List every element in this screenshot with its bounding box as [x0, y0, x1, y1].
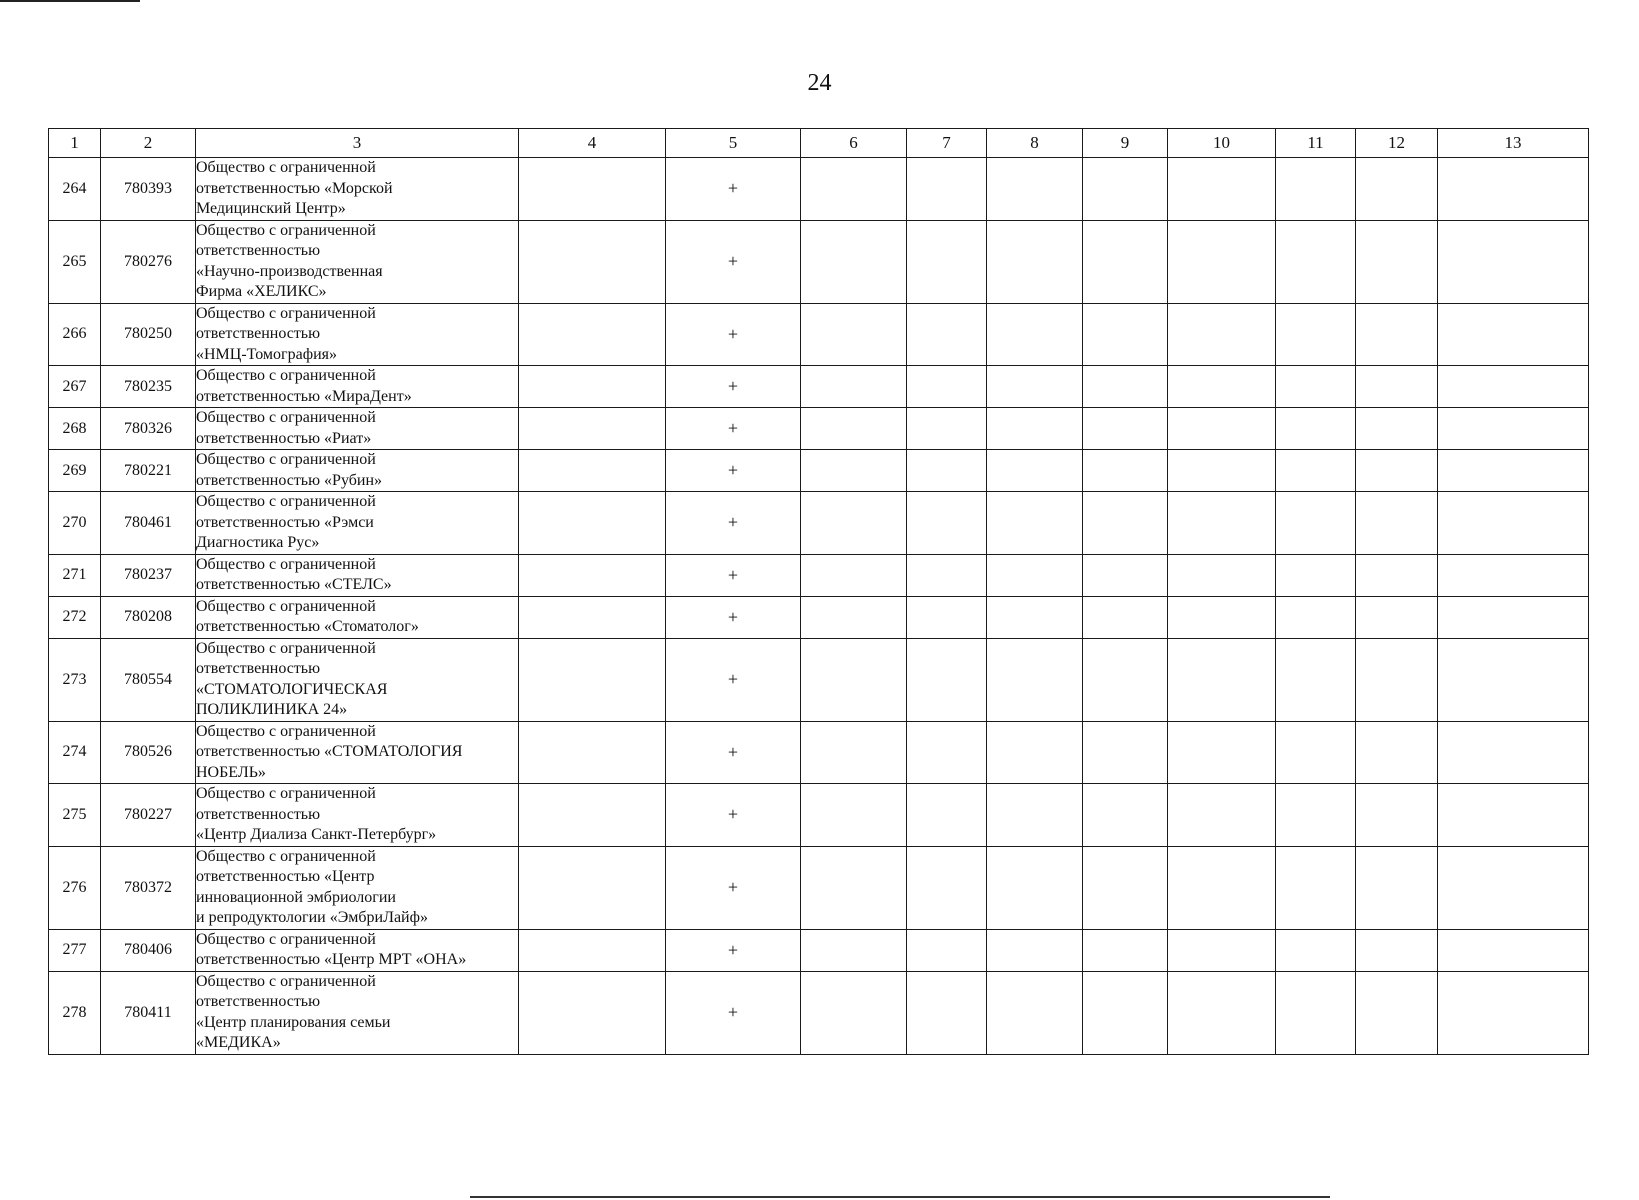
table-row [49, 450, 1589, 492]
organization-code-cell: 780208 [101, 596, 196, 638]
organization-name-cell: Общество с ограниченной ответственностью «Научно-производственная Фирма «ХЕЛИКС» [196, 220, 519, 303]
column-5-mark-cell: + [666, 784, 801, 847]
table-row [49, 220, 1589, 303]
column-10-cell [1168, 846, 1276, 929]
column-7-cell [907, 220, 987, 303]
column-4-cell [519, 596, 666, 638]
column-4-cell [519, 554, 666, 596]
column-12-cell [1356, 303, 1438, 366]
column-8-cell [987, 721, 1083, 784]
column-5-mark-cell: + [666, 554, 801, 596]
column-8-cell [987, 492, 1083, 555]
organization-code-cell: 780406 [101, 929, 196, 971]
organization-code-cell: 780250 [101, 303, 196, 366]
column-9-cell [1083, 596, 1168, 638]
table-row [49, 158, 1589, 221]
column-8-cell [987, 846, 1083, 929]
column-5-mark-cell: + [666, 366, 801, 408]
column-12-cell [1356, 929, 1438, 971]
column-12-cell [1356, 554, 1438, 596]
column-8-cell [987, 408, 1083, 450]
column-12-cell [1356, 638, 1438, 721]
column-7-cell [907, 638, 987, 721]
column-7-cell [907, 492, 987, 555]
column-4-cell [519, 408, 666, 450]
organization-name-cell: Общество с ограниченной ответственностью «Центр Диализа Санкт-Петербург» [196, 784, 519, 847]
column-header: 7 [907, 129, 987, 158]
column-13-cell [1438, 366, 1589, 408]
column-10-cell [1168, 721, 1276, 784]
column-9-cell [1083, 638, 1168, 721]
column-header: 10 [1168, 129, 1276, 158]
column-5-mark-cell: + [666, 450, 801, 492]
organization-name-cell: Общество с ограниченной ответственностью «НМЦ-Томография» [196, 303, 519, 366]
column-8-cell [987, 784, 1083, 847]
column-9-cell [1083, 158, 1168, 221]
column-8-cell [987, 220, 1083, 303]
organization-code-cell: 780393 [101, 158, 196, 221]
column-8-cell [987, 929, 1083, 971]
table-row [49, 846, 1589, 929]
column-header: 6 [801, 129, 907, 158]
column-5-mark-cell: + [666, 303, 801, 366]
organization-name-cell: Общество с ограниченной ответственностью «Рубин» [196, 450, 519, 492]
column-11-cell [1276, 408, 1356, 450]
column-7-cell [907, 846, 987, 929]
column-11-cell [1276, 971, 1356, 1054]
column-4-cell [519, 638, 666, 721]
column-4-cell [519, 929, 666, 971]
column-6-cell [801, 846, 907, 929]
organization-code-cell: 780276 [101, 220, 196, 303]
column-10-cell [1168, 784, 1276, 847]
column-6-cell [801, 596, 907, 638]
organization-code-cell: 780221 [101, 450, 196, 492]
row-number-cell: 276 [49, 846, 101, 929]
column-12-cell [1356, 158, 1438, 221]
row-number-cell: 265 [49, 220, 101, 303]
column-12-cell [1356, 596, 1438, 638]
column-10-cell [1168, 929, 1276, 971]
column-header: 4 [519, 129, 666, 158]
column-13-cell [1438, 408, 1589, 450]
column-9-cell [1083, 929, 1168, 971]
column-9-cell [1083, 554, 1168, 596]
organization-code-cell: 780411 [101, 971, 196, 1054]
column-11-cell [1276, 554, 1356, 596]
row-number-cell: 266 [49, 303, 101, 366]
column-7-cell [907, 366, 987, 408]
column-10-cell [1168, 303, 1276, 366]
column-10-cell [1168, 971, 1276, 1054]
column-7-cell [907, 929, 987, 971]
column-10-cell [1168, 492, 1276, 555]
table-row [49, 303, 1589, 366]
column-header: 3 [196, 129, 519, 158]
column-13-cell [1438, 220, 1589, 303]
column-13-cell [1438, 303, 1589, 366]
column-11-cell [1276, 596, 1356, 638]
table-row [49, 971, 1589, 1054]
column-11-cell [1276, 158, 1356, 221]
column-10-cell [1168, 596, 1276, 638]
organization-code-cell: 780237 [101, 554, 196, 596]
registry-body [49, 158, 1589, 1055]
column-7-cell [907, 450, 987, 492]
organization-code-cell: 780554 [101, 638, 196, 721]
table-row [49, 492, 1589, 555]
column-5-mark-cell: + [666, 158, 801, 221]
column-4-cell [519, 450, 666, 492]
column-13-cell [1438, 158, 1589, 221]
column-6-cell [801, 492, 907, 555]
scan-bottom-line [470, 1196, 1330, 1198]
column-header: 2 [101, 129, 196, 158]
row-number-cell: 271 [49, 554, 101, 596]
column-6-cell [801, 554, 907, 596]
column-11-cell [1276, 929, 1356, 971]
column-header: 8 [987, 129, 1083, 158]
column-7-cell [907, 158, 987, 221]
column-4-cell [519, 158, 666, 221]
table-row [49, 366, 1589, 408]
organization-name-cell: Общество с ограниченной ответственностью «СТОМАТОЛОГИЯ НОБЕЛЬ» [196, 721, 519, 784]
row-number-cell: 272 [49, 596, 101, 638]
column-7-cell [907, 554, 987, 596]
column-4-cell [519, 971, 666, 1054]
row-number-cell: 268 [49, 408, 101, 450]
column-13-cell [1438, 929, 1589, 971]
table-row [49, 784, 1589, 847]
column-header: 11 [1276, 129, 1356, 158]
column-12-cell [1356, 846, 1438, 929]
column-13-cell [1438, 721, 1589, 784]
organization-name-cell: Общество с ограниченной ответственностью «Рэмси Диагностика Рус» [196, 492, 519, 555]
column-9-cell [1083, 846, 1168, 929]
column-9-cell [1083, 971, 1168, 1054]
column-11-cell [1276, 638, 1356, 721]
organization-code-cell: 780227 [101, 784, 196, 847]
column-9-cell [1083, 784, 1168, 847]
column-11-cell [1276, 303, 1356, 366]
row-number-cell: 270 [49, 492, 101, 555]
column-8-cell [987, 158, 1083, 221]
column-6-cell [801, 366, 907, 408]
organization-name-cell: Общество с ограниченной ответственностью «Риат» [196, 408, 519, 450]
column-12-cell [1356, 408, 1438, 450]
organization-name-cell: Общество с ограниченной ответственностью «МираДент» [196, 366, 519, 408]
column-5-mark-cell: + [666, 596, 801, 638]
column-6-cell [801, 721, 907, 784]
column-7-cell [907, 721, 987, 784]
column-7-cell [907, 408, 987, 450]
organization-name-cell: Общество с ограниченной ответственностью «СТОМАТОЛОГИЧЕСКАЯ ПОЛИКЛИНИКА 24» [196, 638, 519, 721]
column-12-cell [1356, 971, 1438, 1054]
scan-edge-line [0, 0, 140, 2]
page-number: 24 [807, 70, 832, 96]
column-10-cell [1168, 220, 1276, 303]
column-13-cell [1438, 492, 1589, 555]
column-8-cell [987, 596, 1083, 638]
column-10-cell [1168, 450, 1276, 492]
column-12-cell [1356, 721, 1438, 784]
column-12-cell [1356, 220, 1438, 303]
column-header: 1 [49, 129, 101, 158]
table-row [49, 408, 1589, 450]
column-10-cell [1168, 638, 1276, 721]
column-13-cell [1438, 450, 1589, 492]
row-number-cell: 275 [49, 784, 101, 847]
organization-code-cell: 780461 [101, 492, 196, 555]
column-header: 9 [1083, 129, 1168, 158]
table-row [49, 554, 1589, 596]
column-header: 13 [1438, 129, 1589, 158]
column-6-cell [801, 638, 907, 721]
column-9-cell [1083, 450, 1168, 492]
organization-name-cell: Общество с ограниченной ответственностью «Центр МРТ «ОНА» [196, 929, 519, 971]
column-10-cell [1168, 554, 1276, 596]
column-11-cell [1276, 492, 1356, 555]
column-12-cell [1356, 492, 1438, 555]
column-4-cell [519, 366, 666, 408]
table-row [49, 596, 1589, 638]
column-8-cell [987, 638, 1083, 721]
row-number-cell: 274 [49, 721, 101, 784]
column-8-cell [987, 971, 1083, 1054]
registry-table [48, 128, 1589, 1055]
column-7-cell [907, 303, 987, 366]
organization-name-cell: Общество с ограниченной ответственностью «Стоматолог» [196, 596, 519, 638]
column-11-cell [1276, 846, 1356, 929]
column-8-cell [987, 554, 1083, 596]
column-5-mark-cell: + [666, 929, 801, 971]
column-9-cell [1083, 220, 1168, 303]
column-11-cell [1276, 366, 1356, 408]
column-12-cell [1356, 366, 1438, 408]
column-4-cell [519, 220, 666, 303]
column-12-cell [1356, 784, 1438, 847]
header-row [49, 129, 1589, 158]
column-11-cell [1276, 784, 1356, 847]
column-6-cell [801, 220, 907, 303]
table-row [49, 929, 1589, 971]
column-13-cell [1438, 638, 1589, 721]
column-header: 5 [666, 129, 801, 158]
organization-code-cell: 780326 [101, 408, 196, 450]
column-13-cell [1438, 784, 1589, 847]
row-number-cell: 273 [49, 638, 101, 721]
organization-name-cell: Общество с ограниченной ответственностью «Центр инновационной эмбриологии и репродуктологии «ЭмбриЛайф» [196, 846, 519, 929]
column-9-cell [1083, 492, 1168, 555]
column-4-cell [519, 846, 666, 929]
column-11-cell [1276, 450, 1356, 492]
row-number-cell: 278 [49, 971, 101, 1054]
column-9-cell [1083, 303, 1168, 366]
column-header: 12 [1356, 129, 1438, 158]
organization-code-cell: 780372 [101, 846, 196, 929]
column-5-mark-cell: + [666, 971, 801, 1054]
column-12-cell [1356, 450, 1438, 492]
column-6-cell [801, 408, 907, 450]
column-6-cell [801, 450, 907, 492]
organization-name-cell: Общество с ограниченной ответственностью «Морской Медицинский Центр» [196, 158, 519, 221]
column-13-cell [1438, 846, 1589, 929]
organization-name-cell: Общество с ограниченной ответственностью «Центр планирования семьи «МЕДИКА» [196, 971, 519, 1054]
column-4-cell [519, 784, 666, 847]
column-11-cell [1276, 220, 1356, 303]
column-5-mark-cell: + [666, 846, 801, 929]
column-6-cell [801, 784, 907, 847]
column-8-cell [987, 303, 1083, 366]
column-9-cell [1083, 721, 1168, 784]
column-13-cell [1438, 596, 1589, 638]
column-4-cell [519, 303, 666, 366]
column-5-mark-cell: + [666, 638, 801, 721]
column-5-mark-cell: + [666, 492, 801, 555]
column-8-cell [987, 366, 1083, 408]
column-6-cell [801, 303, 907, 366]
column-10-cell [1168, 366, 1276, 408]
column-10-cell [1168, 408, 1276, 450]
table-row [49, 721, 1589, 784]
row-number-cell: 277 [49, 929, 101, 971]
column-6-cell [801, 929, 907, 971]
organization-name-cell: Общество с ограниченной ответственностью «СТЕЛС» [196, 554, 519, 596]
column-13-cell [1438, 971, 1589, 1054]
column-7-cell [907, 971, 987, 1054]
organization-code-cell: 780526 [101, 721, 196, 784]
column-5-mark-cell: + [666, 721, 801, 784]
column-6-cell [801, 971, 907, 1054]
column-11-cell [1276, 721, 1356, 784]
column-13-cell [1438, 554, 1589, 596]
column-4-cell [519, 492, 666, 555]
column-6-cell [801, 158, 907, 221]
column-5-mark-cell: + [666, 220, 801, 303]
column-8-cell [987, 450, 1083, 492]
column-9-cell [1083, 366, 1168, 408]
column-9-cell [1083, 408, 1168, 450]
row-number-cell: 267 [49, 366, 101, 408]
column-7-cell [907, 784, 987, 847]
column-7-cell [907, 596, 987, 638]
column-4-cell [519, 721, 666, 784]
column-10-cell [1168, 158, 1276, 221]
row-number-cell: 269 [49, 450, 101, 492]
organization-code-cell: 780235 [101, 366, 196, 408]
column-5-mark-cell: + [666, 408, 801, 450]
table-row [49, 638, 1589, 721]
row-number-cell: 264 [49, 158, 101, 221]
